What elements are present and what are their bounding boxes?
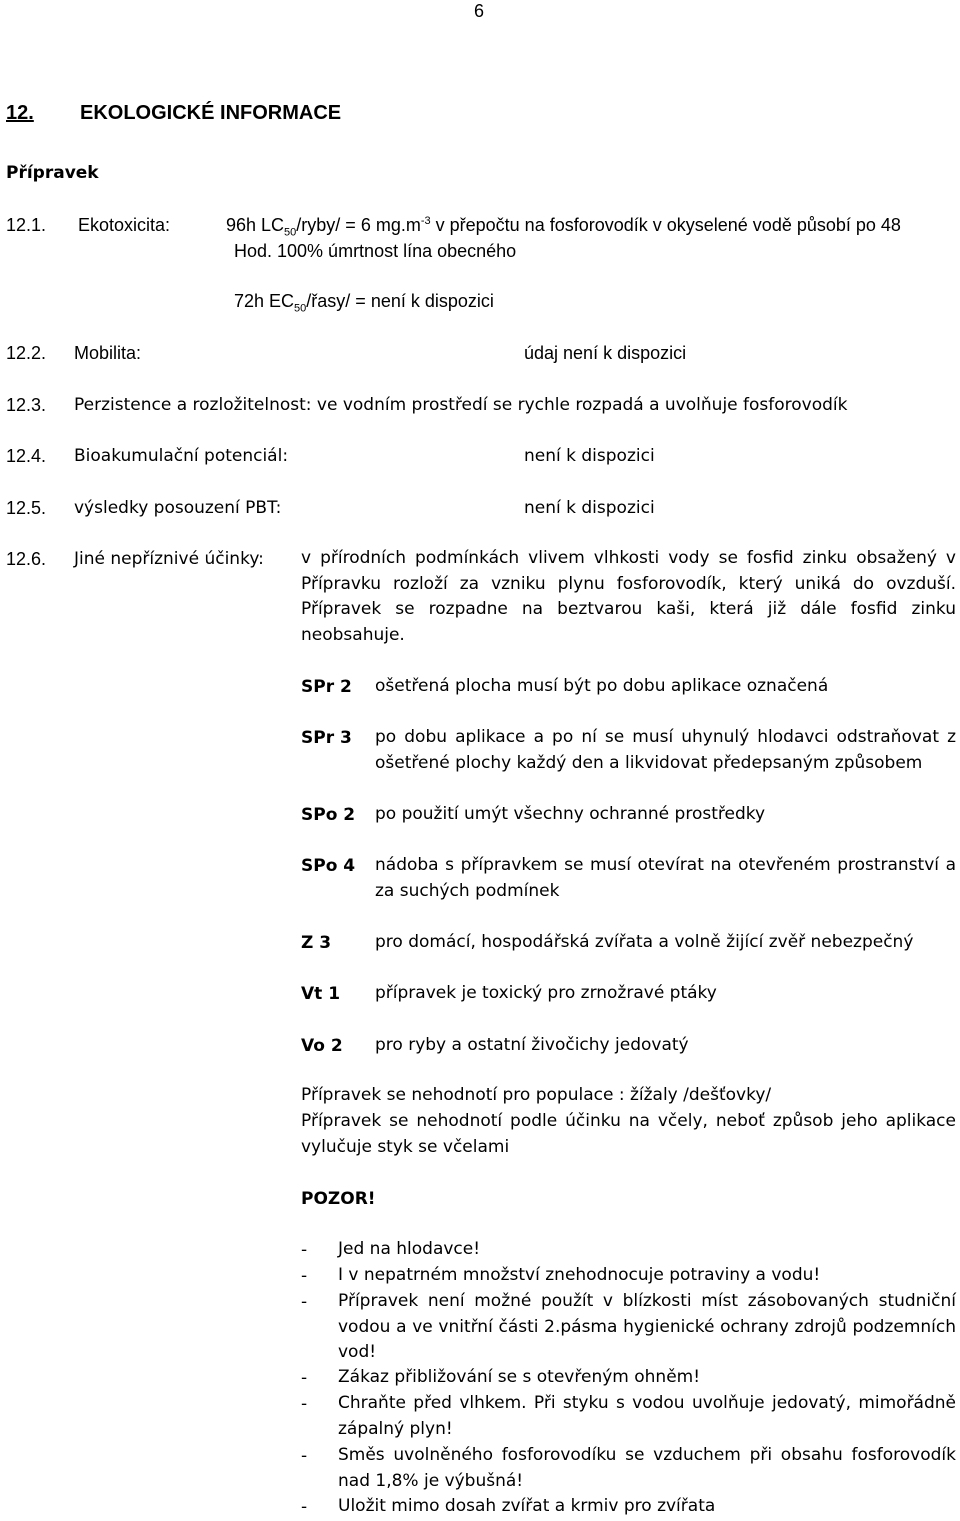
warning-item: Uložit mimo dosah zvířat a krmiv pro zvířata	[338, 1496, 716, 1516]
s6-text: v přírodních podmínkách vlivem vlhkosti vody se fosfid zinku obsažený v Přípravku rozloží za vzniku plynu fosforovodík, který uniká do ovzduší. Přípravek se rozpadne na beztvarou kaši, která již dále fosfid zinku neobsahuje.	[301, 548, 956, 645]
s1-label: Ekotoxicita:	[78, 215, 171, 235]
s1-line3-a: 72h EC	[234, 291, 295, 311]
section-title: EKOLOGICKÉ INFORMACE	[80, 102, 342, 124]
page-number: 6	[474, 1, 485, 21]
s1-line1-c: v přepočtu na fosforovodík v okyselené vodě působí po 48	[430, 215, 901, 235]
s5-label: výsledky posouzení PBT:	[74, 498, 282, 518]
note-bees: Přípravek se nehodnotí podle účinku na včely, neboť způsob jeho aplikace vylučuje styk se včelami	[301, 1111, 956, 1157]
list-bullet: -	[301, 1368, 308, 1388]
s1-line2: Hod. 100% úmrtnost lína obecného	[234, 241, 517, 261]
warning-item: Zákaz přibližování se s otevřeným ohněm!	[338, 1367, 701, 1387]
list-bullet: -	[301, 1497, 308, 1517]
s1-line3	[234, 288, 494, 314]
s2-value: údaj není k dispozici	[524, 343, 687, 363]
list-bullet: -	[301, 1240, 308, 1260]
product-heading: Přípravek	[6, 163, 99, 183]
s1-number: 12.1.	[6, 215, 47, 235]
phrase-code: Z 3	[301, 933, 332, 953]
s1-line3-b: /řasy/ = není k dispozici	[306, 291, 494, 311]
s4-label: Bioakumulační potenciál:	[74, 446, 289, 466]
s2-number: 12.2.	[6, 343, 47, 363]
phrase-text: po použití umýt všechny ochranné prostředky	[375, 804, 766, 824]
phrase-text: přípravek je toxický pro zrnožravé ptáky	[375, 983, 717, 1003]
phrase-text: po dobu aplikace a po ní se musí uhynulý hlodavci odstraňovat z ošetřené plochy každý den a likvidovat předepsaným způsobem	[375, 727, 956, 773]
s1-line1-sub: 50	[284, 226, 297, 239]
s4-value: není k dispozici	[524, 446, 655, 466]
list-bullet: -	[301, 1266, 308, 1286]
list-bullet: -	[301, 1394, 308, 1414]
s3-number: 12.3.	[6, 395, 47, 415]
note-earthworms: Přípravek se nehodnotí pro populace : žížaly /dešťovky/	[301, 1085, 772, 1105]
warning-item: Přípravek není možné použít v blízkosti míst zásobovaných studniční vodou a ve vnitřní části 2.pásma hygienické ochrany zdrojů podzemních vod!	[338, 1291, 956, 1362]
s3-text: Perzistence a rozložitelnost: ve vodním prostředí se rychle rozpadá a uvolňuje fosforovodík	[74, 395, 848, 415]
s1-line1-a: 96h LC	[226, 215, 285, 235]
warning-title: POZOR!	[301, 1189, 376, 1209]
warning-item: Chraňte před vlhkem. Při styku s vodou uvolňuje jedovatý, mimořádně zápalný plyn!	[338, 1393, 956, 1439]
phrase-text: pro domácí, hospodářská zvířata a volně žijící zvěř nebezpečný	[375, 932, 914, 952]
section-number: 12.	[6, 102, 34, 124]
list-bullet: -	[301, 1446, 308, 1466]
s1-line1-b: /ryby/ = 6 mg.m	[296, 215, 421, 235]
phrase-code: Vo 2	[301, 1036, 343, 1056]
warning-item: Jed na hlodavce!	[338, 1239, 481, 1259]
phrase-text: nádoba s přípravkem se musí otevírat na otevřeném prostranství a za suchých podmínek	[375, 855, 956, 901]
phrase-text: ošetřená plocha musí být po dobu aplikace označená	[375, 676, 829, 696]
phrase-code: SPr 2	[301, 677, 352, 697]
section-heading	[6, 100, 342, 126]
phrase-text: pro ryby a ostatní živočichy jedovatý	[375, 1035, 689, 1055]
s5-value: není k dispozici	[524, 498, 655, 518]
s6-label: Jiné nepříznivé účinky:	[74, 549, 264, 569]
warning-item: I v nepatrném množství znehodnocuje potraviny a vodu!	[338, 1265, 821, 1285]
s1-line3-sub: 50	[294, 302, 307, 315]
phrase-code: SPo 4	[301, 856, 356, 876]
s5-number: 12.5.	[6, 498, 47, 518]
s1-line1	[226, 212, 901, 238]
phrase-code: SPo 2	[301, 805, 356, 825]
phrase-code: SPr 3	[301, 728, 352, 748]
warning-item: Směs uvolněného fosforovodíku se vzduchem při obsahu fosforovodík nad 1,8% je výbušná!	[338, 1445, 956, 1491]
list-bullet: -	[301, 1292, 308, 1312]
s6-number: 12.6.	[6, 549, 47, 569]
s2-label: Mobilita:	[74, 343, 142, 363]
s4-number: 12.4.	[6, 446, 47, 466]
phrase-code: Vt 1	[301, 984, 341, 1004]
s1-line1-sup: -3	[420, 215, 431, 227]
